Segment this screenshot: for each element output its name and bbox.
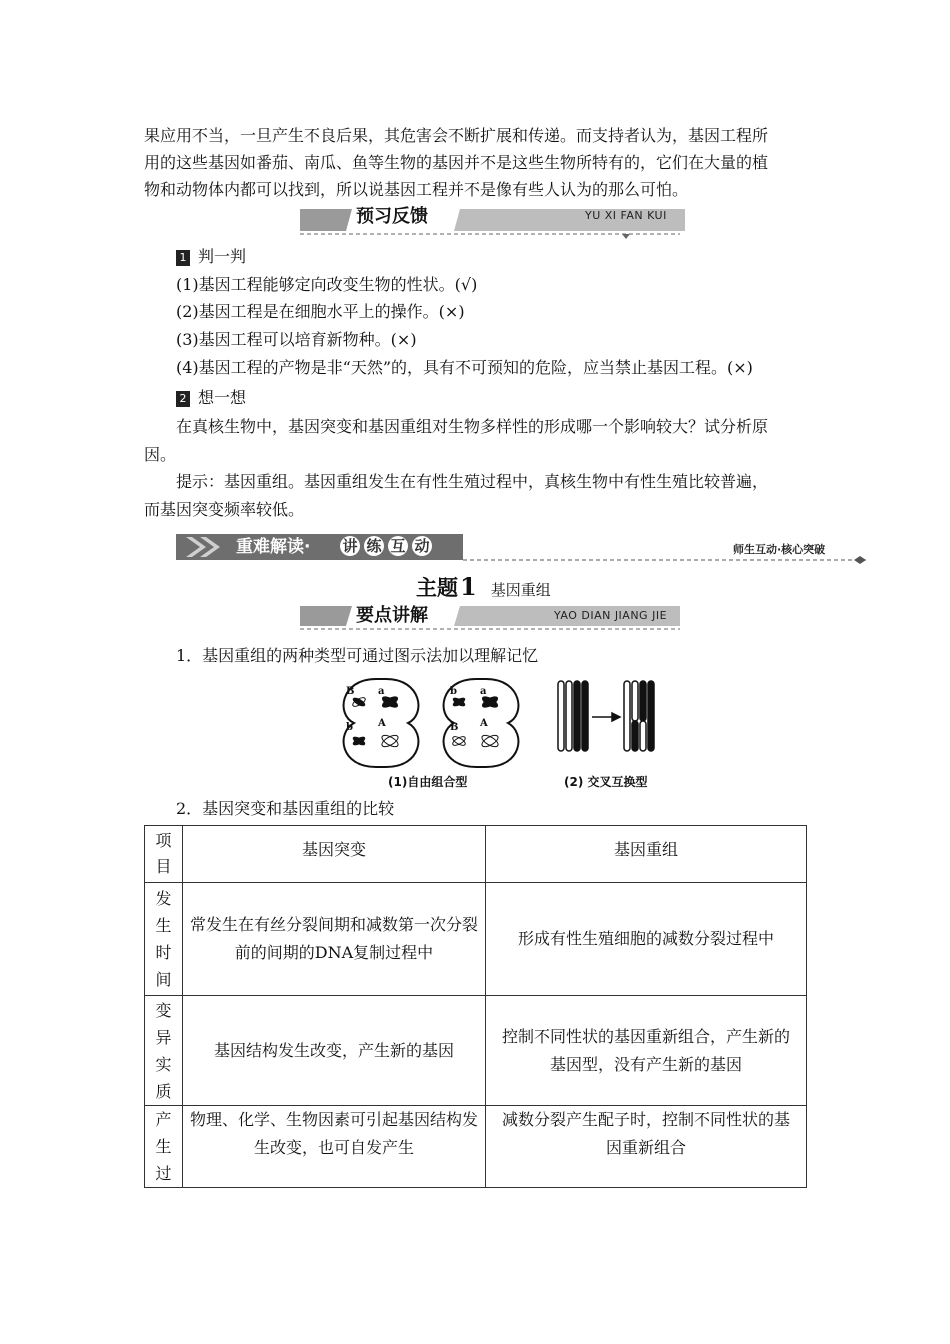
judge-item-4: (4)基因工程的产物是非“天然”的，具有不可预知的危险，应当禁止基因工程。(×) <box>176 358 753 377</box>
intro-line-2: 用的这些基因如番茄、南瓜、鱼等生物的基因并不是这些生物所特有的，它们在大量的植 <box>144 153 769 172</box>
table-cell-item: 发生时间 <box>145 883 183 996</box>
table-header-recombination: 基因重组 <box>486 826 807 883</box>
table-cell-recombination: 形成有性生殖细胞的减数分裂过程中 <box>486 883 807 996</box>
table-cell-recombination: 控制不同性状的基因重新组合，产生新的基因型，没有产生新的基因 <box>486 996 807 1106</box>
key-banner-chars <box>340 536 432 556</box>
cell2-gene-bl: B <box>450 722 459 733</box>
think-question-line-2: 因。 <box>144 445 177 464</box>
key-banner-right: 师生互动·核心突破 <box>733 543 826 556</box>
key-banner-char-3: 互 <box>388 536 408 556</box>
cell2-gene-tl: b <box>450 686 457 697</box>
key-banner-title <box>236 535 310 559</box>
cell1-gene-tr: a <box>378 686 385 697</box>
preview-banner-title: 预习反馈 <box>356 206 428 227</box>
point-2: 2．基因突变和基因重组的比较 <box>176 799 395 818</box>
key-banner-dot: · <box>304 537 311 557</box>
points-banner-title: 要点讲解 <box>356 605 428 626</box>
figure-caption-1: (1)自由组合型 <box>388 775 468 789</box>
think-answer-line-2: 而基因突变频率较低。 <box>144 500 305 519</box>
cell1-gene-br: A <box>378 718 386 729</box>
table-cell-item: 变异实质 <box>145 996 183 1106</box>
think-label: 想一想 <box>198 388 247 407</box>
cell1-gene-bl: b <box>346 722 353 733</box>
preview-banner-pinyin: YU XI FAN KUI <box>585 209 667 222</box>
table-cell-item: 产生过 <box>145 1106 183 1188</box>
think-question-line-1: 在真核生物中，基因突变和基因重组对生物多样性的形成哪一个影响较大？试分析原 <box>176 417 769 436</box>
topic-number: 1 <box>460 572 477 601</box>
think-number-badge: 2 <box>176 391 190 407</box>
topic-name: 基因重组 <box>490 581 551 599</box>
cell1-gene-tl: B <box>346 686 355 697</box>
topic-prefix: 主题 <box>416 576 458 600</box>
points-banner-pinyin: YAO DIAN JIANG JIE <box>554 609 668 622</box>
key-banner-char-1: 讲 <box>340 536 360 556</box>
key-banner-char-4: 动 <box>412 536 432 556</box>
judge-label: 判一判 <box>198 247 247 266</box>
judge-item-3: (3)基因工程可以培育新物种。(×) <box>176 330 417 349</box>
table-cell-recombination: 减数分裂产生配子时，控制不同性状的基因重新组合 <box>486 1106 807 1188</box>
table-row <box>145 883 807 996</box>
intro-line-1: 果应用不当，一旦产生不良后果，其危害会不断扩展和传递。而支持者认为，基因工程所 <box>144 126 769 145</box>
figure-caption-2: (2) 交叉互换型 <box>564 775 648 789</box>
table-header-row <box>145 826 807 883</box>
point-1: 1．基因重组的两种类型可通过图示法加以理解记忆 <box>176 646 539 665</box>
judge-item-1: (1)基因工程能够定向改变生物的性状。(√) <box>176 275 478 294</box>
cell2-gene-tr: a <box>480 686 487 697</box>
topic-heading <box>416 572 551 602</box>
cell2-gene-br: A <box>480 718 488 729</box>
think-heading <box>176 384 246 411</box>
table-cell-mutation: 常发生在有丝分裂间期和减数第一次分裂前的间期的DNA复制过程中 <box>183 883 486 996</box>
table-row <box>145 996 807 1106</box>
comparison-table <box>144 825 807 1188</box>
key-banner-title-text: 重难解读 <box>236 537 304 557</box>
table-cell-item-header: 项目 <box>145 826 183 883</box>
table-header-mutation: 基因突变 <box>183 826 486 883</box>
judge-item-2: (2)基因工程是在细胞水平上的操作。(×) <box>176 302 465 321</box>
judge-number-badge: 1 <box>176 250 190 266</box>
table-row <box>145 1106 807 1188</box>
key-banner-char-2: 练 <box>364 536 384 556</box>
judge-heading <box>176 243 246 270</box>
intro-line-3: 物和动物体内都可以找到，所以说基因工程并不是像有些人认为的那么可怕。 <box>144 180 689 199</box>
table-cell-mutation: 物理、化学、生物因素可引起基因结构发生改变，也可自发产生 <box>183 1106 486 1188</box>
think-answer-line-1: 提示：基因重组。基因重组发生在有性生殖过程中，真核生物中有性生殖比较普遍， <box>176 472 769 491</box>
table-cell-mutation: 基因结构发生改变，产生新的基因 <box>183 996 486 1106</box>
